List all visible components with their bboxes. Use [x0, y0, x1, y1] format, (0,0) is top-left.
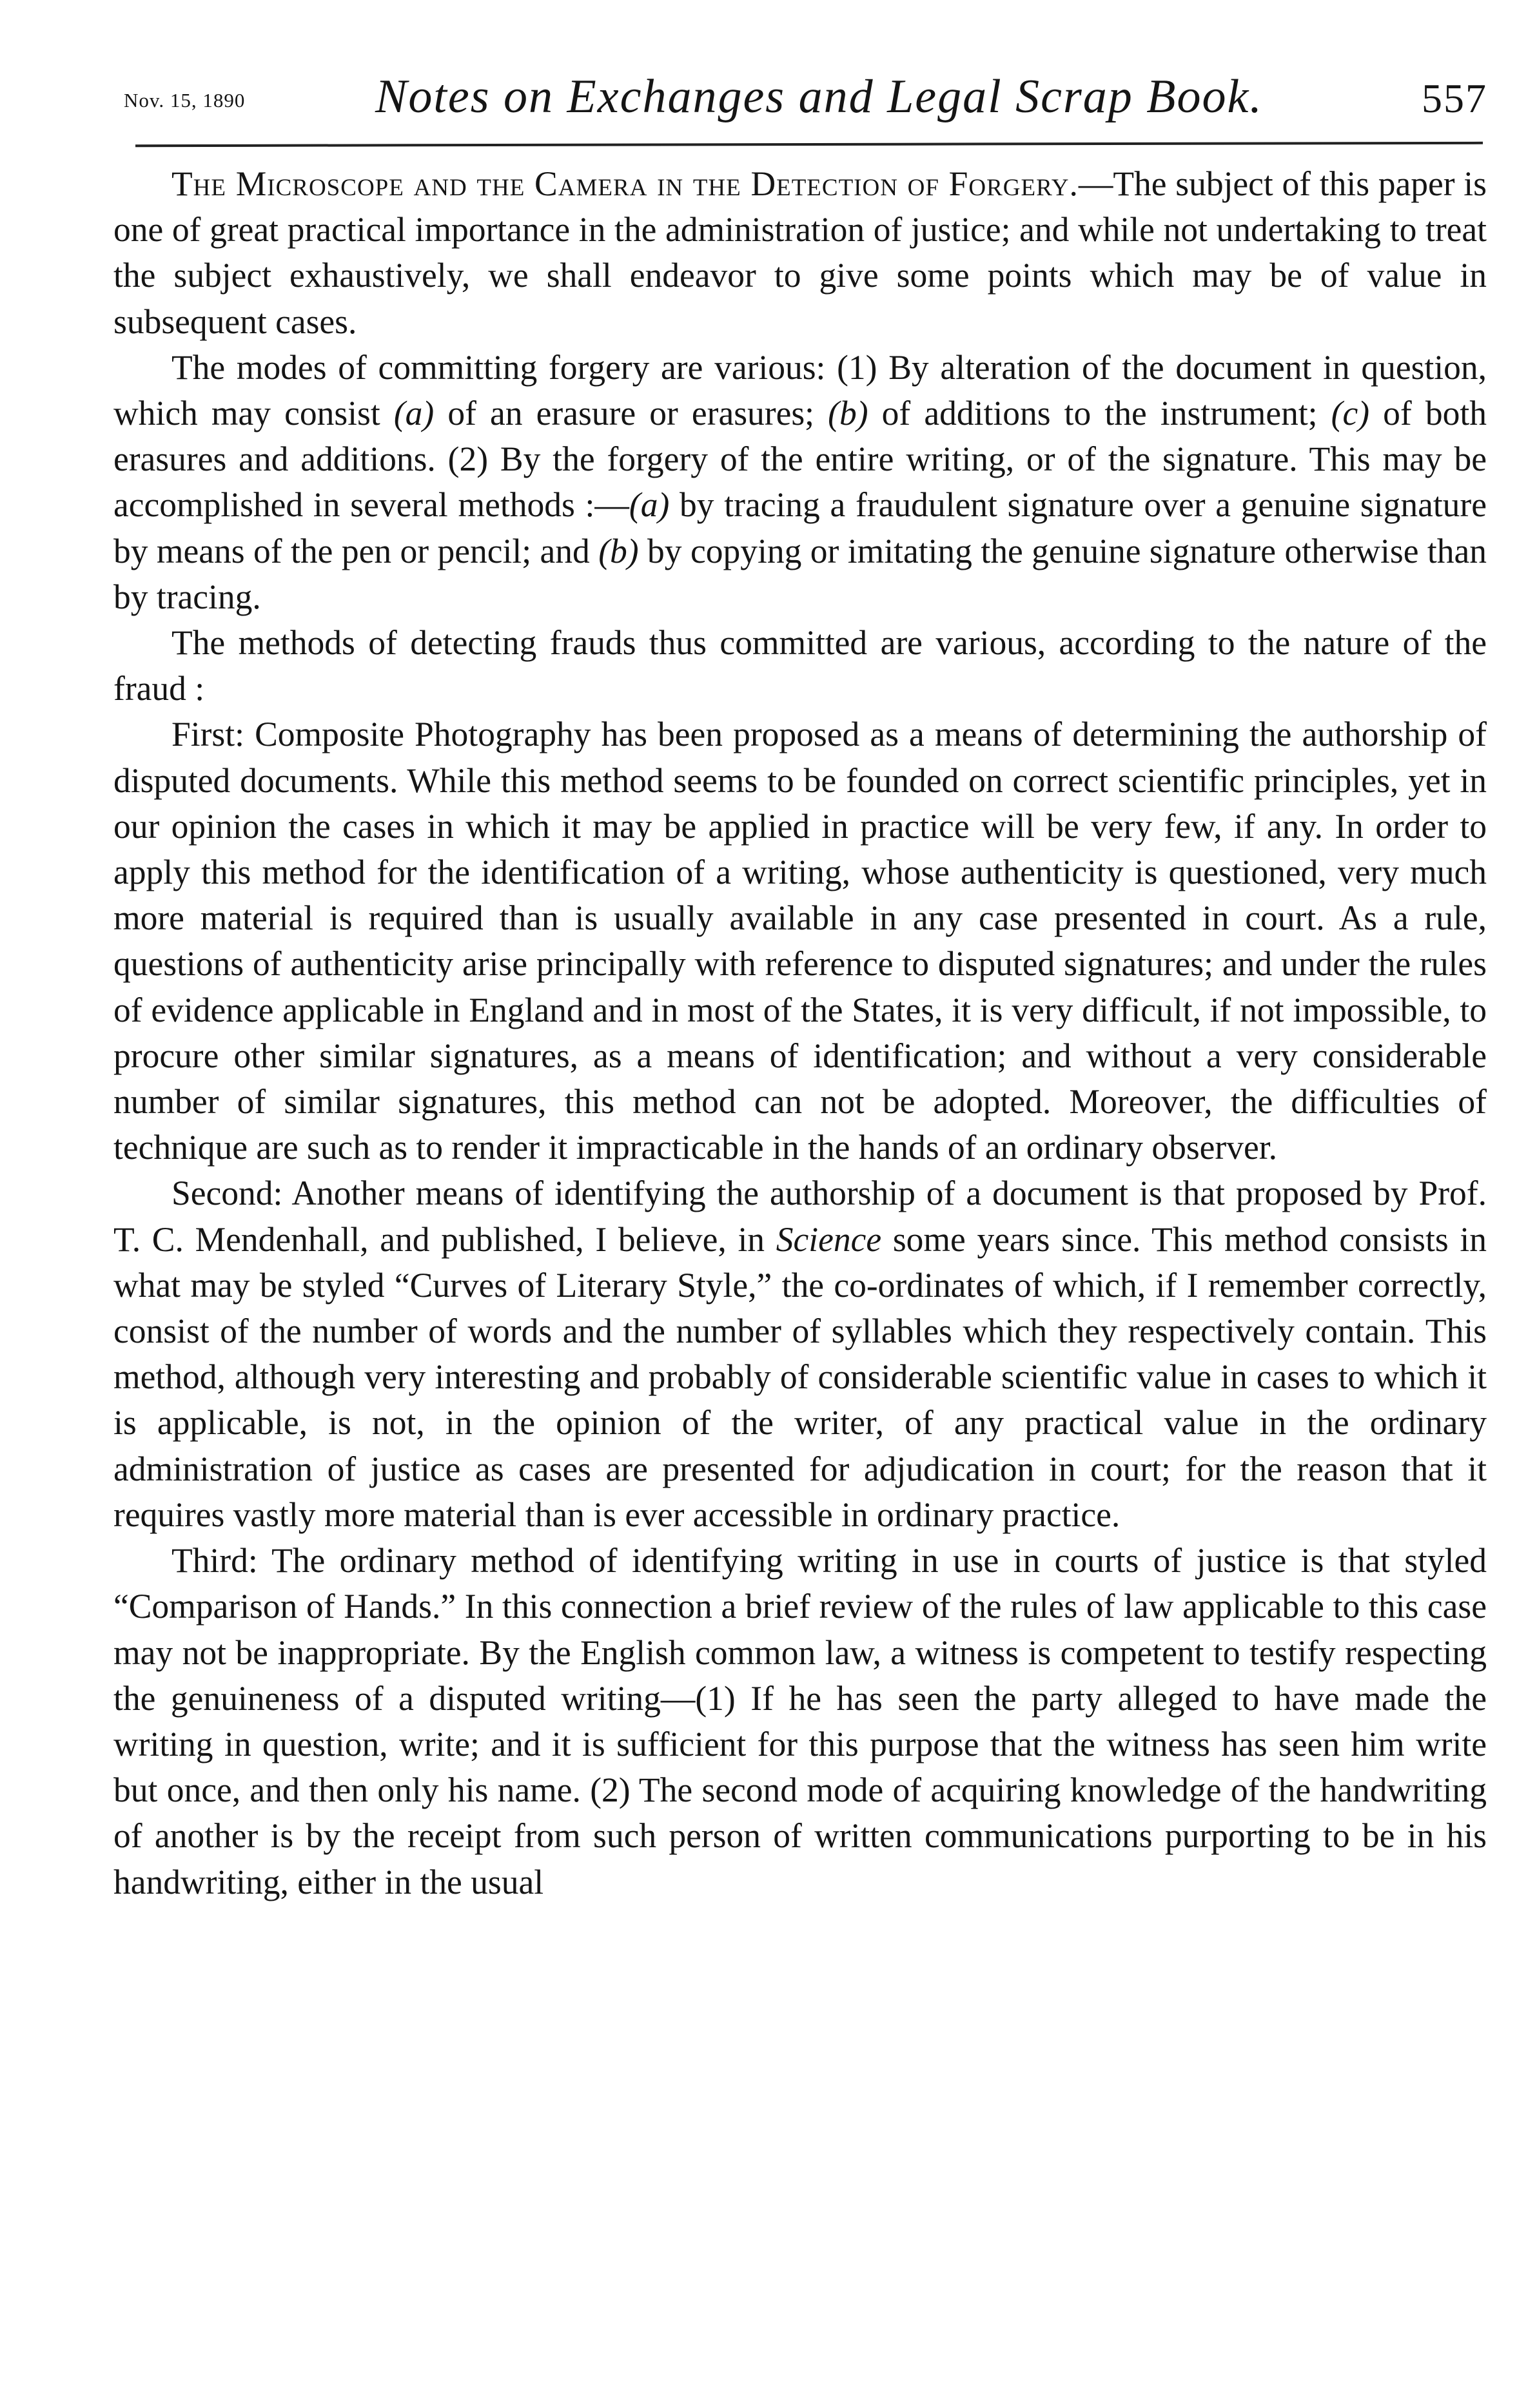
text-run: of both erasures and additions. (2) By the forgery of the entire writing, or of the signature. This may be accomplished in several methods :— [113, 394, 1487, 525]
journal-title: Science [776, 1219, 882, 1259]
italic-run: (a) [629, 485, 670, 525]
italic-run: (a) [393, 394, 435, 433]
running-header [124, 70, 1487, 141]
paragraph-1-text: —The subject of this paper is one of great practical importance in the administration of justice; and while not undertaking to treat the subject exhaustively, we shall endeavor to give some points which may be of value in subsequent cases. [113, 164, 1487, 341]
paragraph-modes [113, 345, 1487, 620]
text-run: The modes of committing forgery are various: (1) By alteration of the document in question, which may consist [113, 347, 1487, 433]
article-body [113, 161, 1487, 1905]
paragraph-third: Third: The ordinary method of identifying writing in use in courts of justice is that styled “Comparison of Hands.” In this connection a brief review of the rules of law applicable to this case may not be inappropriate. By the English common law, a witness is competent to testify respecting the genuineness of a disputed writing—(1) If he has seen the party alleged to have made the writing in question, write; and it is sufficient for this purpose that the witness has seen him write but once, and then only his name. (2) The second mode of acquiring knowledge of the handwriting of another is by the receipt from such person of written communications purporting to be in his handwriting, either in the usual [113, 1541, 1487, 1901]
italic-run: (c) [1331, 394, 1370, 433]
header-rule [135, 142, 1483, 147]
paragraph-heading [113, 161, 1487, 345]
paragraph-second [113, 1170, 1487, 1538]
text-run: by copying or imitating the genuine signature otherwise than by tracing. [113, 531, 1487, 616]
paragraph-first: First: Composite Photography has been proposed as a means of determining the authorship of disputed documents. While this method seems to be founded on correct scientific principles, yet in our opinion the cases in which it may be applied in practice will be very few, if any. In order to apply this method for the identification of a writing, whose authenticity is questioned, very much more material is required than is usually available in any case presented in court. As a rule, questions of authenticity arise principally with reference to disputed signatures; and under the rules of evidence applicable in England and in most of the States, it is very difficult, if not impossible, to procure other similar signatures, as a means of identification; and without a very considerable number of similar signatures, this method can not be adopted. Moreover, the difficulties of technique are such as to render it impracticable in the hands of an ordinary observer. [113, 715, 1487, 1167]
text-run: of an erasure or erasures; [434, 394, 828, 433]
article-heading: The Microscope and the Camera in the Detection of Forgery. [171, 164, 1079, 203]
paragraph-methods: The methods of detecting frauds thus committed are various, according to the nature of the fraud : [113, 623, 1487, 708]
italic-run: (b) [598, 531, 639, 570]
text-run: some years since. This method consists in what may be styled “Curves of Literary Style,” the co-ordinates of which, if I remember correctly, consist of the number of words and the number of syllables which they respectively contain. This method, although very interesting and probably of considerable scientific value in cases to which it is applicable, is not, in the opinion of the writer, of any practical value in the ordinary administration of justice as cases are presented for adjudication in court; for the reason that it requires vastly more material than is ever accessible in ordinary practice. [113, 1219, 1487, 1534]
header-date: Nov. 15, 1890 [124, 89, 246, 112]
page-number: 557 [1422, 75, 1487, 121]
text-run: of additions to the instrument; [868, 394, 1331, 433]
italic-run: (b) [828, 394, 868, 433]
running-title: Notes on Exchanges and Legal Scrap Book. [375, 70, 1263, 123]
text-run: by tracing a fraudulent signature over a genuine signature by means of the pen or pencil; and [113, 485, 1487, 570]
text-run: Second: Another means of identifying the authorship of a document is that proposed by Prof. T. C. Mendenhall, and published, I believe, in [113, 1174, 1487, 1259]
